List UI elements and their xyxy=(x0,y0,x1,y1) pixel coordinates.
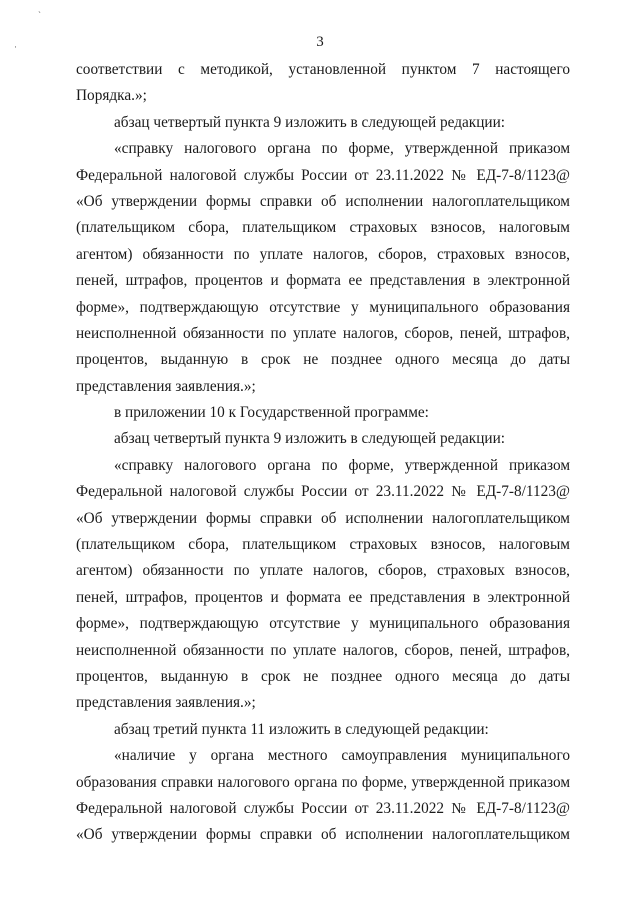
text-line: неисполненной обязанности по уплате налогов, сборов, пеней, штрафов, xyxy=(76,641,570,659)
text-line: в приложении 10 к Государственной программе: xyxy=(114,404,429,422)
text-line: соответствии с методикой, установленной пунктом 7 настоящего xyxy=(76,61,570,78)
text-line: процентов, выданную в срок не позднее одного месяца до даты xyxy=(76,351,570,369)
text-line: Федеральной налоговой службы России от 23.11.2022 № ЕД-7-8/1123@ xyxy=(76,483,570,501)
text-line: образования справки налогового органа по форме, утвержденной приказом xyxy=(76,773,570,791)
text-line: неисполненной обязанности по уплате налогов, сборов, пеней, штрафов, xyxy=(76,324,570,342)
text-line: агентом) обязанности по уплате налогов, сборов, страховых взносов, xyxy=(76,562,570,580)
text-line: пеней, штрафов, процентов и формата ее представления в электронной xyxy=(76,588,570,606)
text-line: представления заявления.»; xyxy=(76,694,256,712)
text-line: процентов, выданную в срок не позднее одного месяца до даты xyxy=(76,667,570,685)
text-line: агентом) обязанности по уплате налогов, сборов, страховых взносов, xyxy=(76,245,570,263)
text-line: абзац четвертый пункта 9 изложить в следующей редакции: xyxy=(114,430,506,448)
text-line: «справку налогового органа по форме, утвержденной приказом xyxy=(114,140,570,158)
text-line: форме», подтверждающую отсутствие у муниципального образования xyxy=(76,298,570,316)
text-line: абзац четвертый пункта 9 изложить в следующей редакции: xyxy=(114,113,506,131)
text-line: Порядка.»; xyxy=(76,87,147,105)
text-line: (плательщиком сбора, плательщиком страховых взносов, налоговым xyxy=(76,536,570,554)
text-line: представления заявления.»; xyxy=(76,377,256,395)
scan-artifact: ` xyxy=(38,10,41,20)
document-body xyxy=(76,57,570,849)
text-line: «Об утверждении формы справки об исполнении налогоплательщиком xyxy=(76,826,570,844)
text-line: форме», подтверждающую отсутствие у муниципального образования xyxy=(76,615,570,633)
text-line: абзац третий пункта 11 изложить в следующей редакции: xyxy=(114,720,489,738)
text-line: «Об утверждении формы справки об исполнении налогоплательщиком xyxy=(76,192,570,210)
text-line: (плательщиком сбора, плательщиком страховых взносов, налоговым xyxy=(76,219,570,237)
scan-artifact: · xyxy=(14,42,17,52)
text-line: пеней, штрафов, процентов и формата ее представления в электронной xyxy=(76,272,570,290)
text-line: «Об утверждении формы справки об исполнении налогоплательщиком xyxy=(76,509,570,527)
text-line: Федеральной налоговой службы России от 23.11.2022 № ЕД-7-8/1123@ xyxy=(76,799,570,817)
text-line: «наличие у органа местного самоуправления муниципального xyxy=(114,747,570,765)
page-number: 3 xyxy=(316,34,324,50)
text-line: «справку налогового органа по форме, утвержденной приказом xyxy=(114,456,570,474)
text-line: Федеральной налоговой службы России от 23.11.2022 № ЕД-7-8/1123@ xyxy=(76,166,570,184)
